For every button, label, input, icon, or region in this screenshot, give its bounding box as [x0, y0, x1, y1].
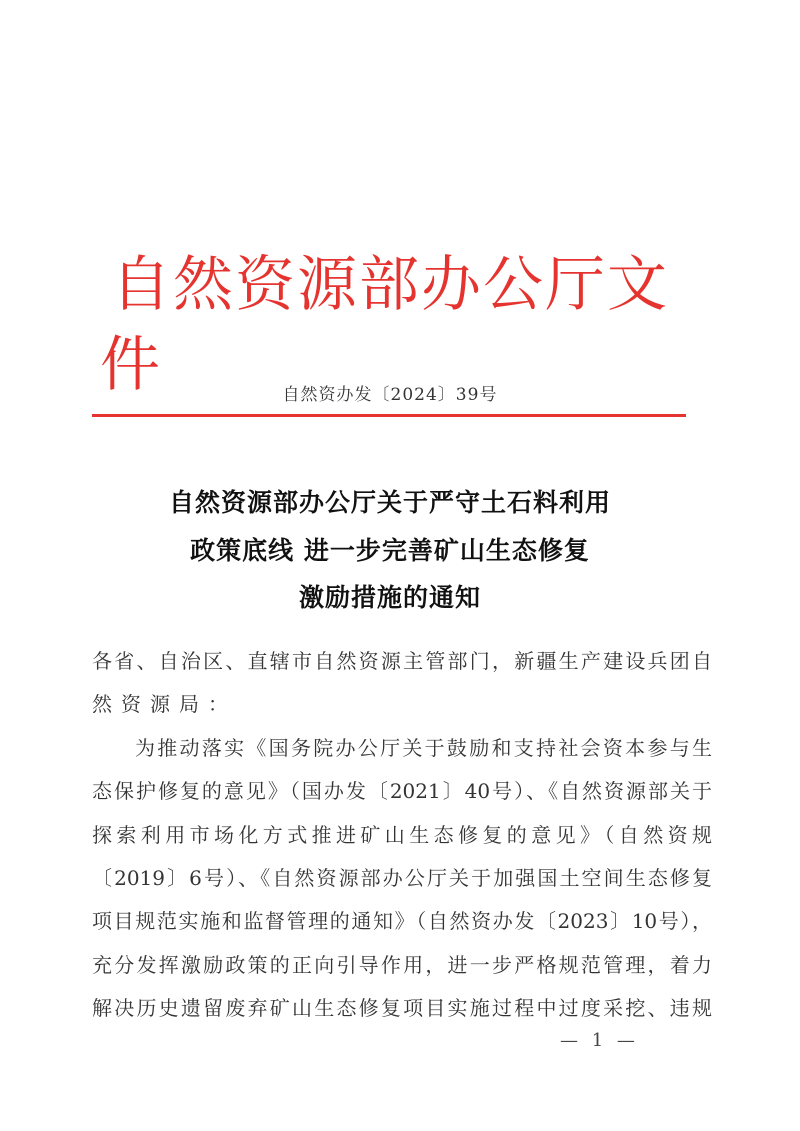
- body-line: 项目规范实施和监督管理的通知》（自然资办发〔2023〕10号），: [92, 909, 712, 933]
- document-title-line: 自然资源部办公厅关于严守土石料利用: [168, 488, 611, 517]
- body-line: 充分发挥激励政策的正向引导作用，进一步严格规范管理，着力: [92, 953, 712, 977]
- body-line: 然资源局：: [92, 692, 237, 716]
- red-divider: [92, 414, 686, 417]
- body-line: 态保护修复的意见》（国办发〔2021〕40号）、《自然资源部关于: [92, 779, 712, 803]
- document-masthead: 自然资源部办公厅文件: [100, 250, 669, 400]
- document-title-line: 政策底线 进一步完善矿山生态修复: [190, 536, 590, 565]
- body-line: 各省、自治区、直辖市自然资源主管部门，新疆生产建设兵团自: [92, 649, 712, 673]
- document-number: 自然资办发〔2024〕39号: [282, 385, 498, 405]
- document-title-line: 激励措施的通知: [298, 583, 481, 612]
- body-line: 探索利用市场化方式推进矿山生态修复的意见》（自然资规: [92, 823, 712, 847]
- page-number: — 1 —: [560, 1030, 639, 1051]
- body-line: 为推动落实《国务院办公厅关于鼓励和支持社会资本参与生: [135, 736, 712, 760]
- body-line: 〔2019〕6号）、《自然资源部办公厅关于加强国土空间生态修复: [92, 866, 712, 890]
- body-line: 解决历史遗留废弃矿山生态修复项目实施过程中过度采挖、违规: [92, 996, 712, 1020]
